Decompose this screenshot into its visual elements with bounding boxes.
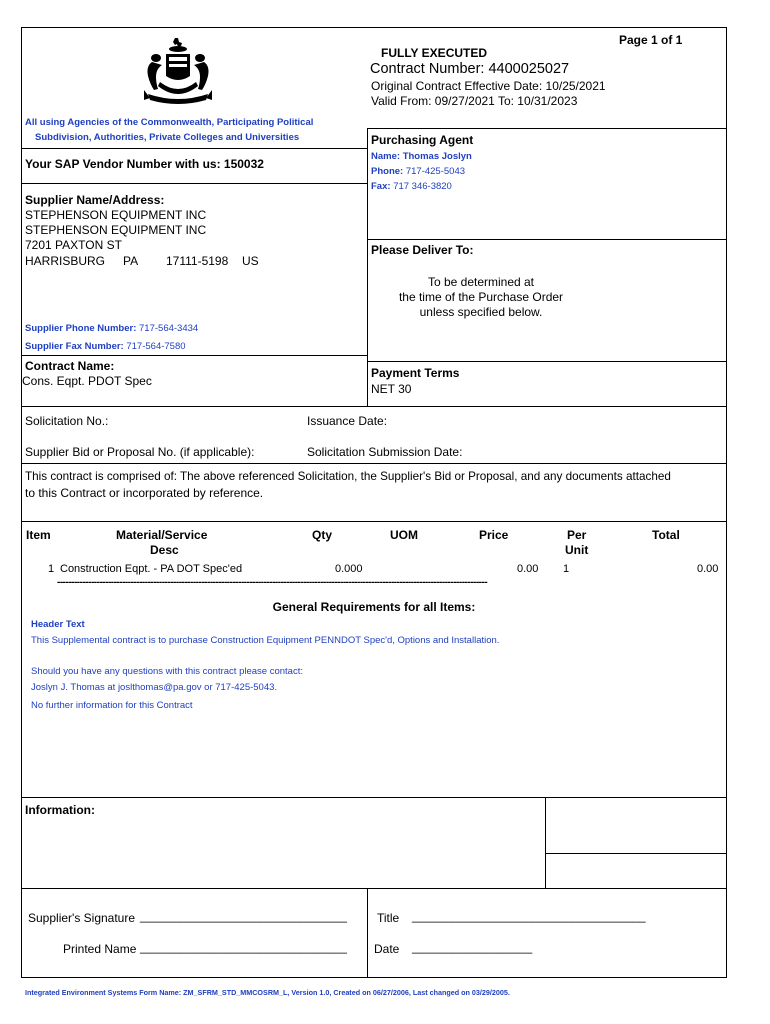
requirements-p1: This Supplemental contract is to purchase Construction Equipment PENNDOT Spec'd, Options and Installation.: [31, 635, 500, 646]
bid-proposal-no: Supplier Bid or Proposal No. (if applicable):: [25, 445, 255, 459]
title-blank: ___________________________________: [412, 909, 646, 923]
supplier-phone-label: Supplier Phone Number:: [25, 323, 137, 334]
submission-date: Solicitation Submission Date:: [307, 445, 463, 459]
supplier-zip: 17111-5198: [166, 254, 229, 268]
supplier-phone-value: 717-564-3434: [139, 323, 199, 334]
comprised-line2: to this Contract or incorporated by reference.: [25, 486, 264, 500]
supplier-fax-label: Supplier Fax Number:: [25, 341, 124, 352]
supplier-phone: [25, 323, 198, 334]
signature-label: Supplier's Signature: [28, 911, 136, 925]
frame-top: [21, 27, 727, 28]
col-desc-2: Desc: [150, 543, 179, 557]
contract-name: Cons. Eqpt. PDOT Spec: [22, 374, 152, 388]
agent-phone: [371, 166, 465, 177]
title-label: Title: [377, 911, 400, 925]
contract-number: Contract Number: 4400025027: [370, 61, 570, 77]
line-521: [21, 521, 727, 522]
agent-phone-label: Phone:: [371, 166, 404, 177]
issuance-date: Issuance Date:: [307, 414, 388, 428]
signature-divider: [367, 888, 368, 978]
signature-blank: _______________________________: [140, 909, 347, 923]
comprised-line1: This contract is comprised of: The above referenced Solicitation, the Supplier's Bid or Proposal, and any documents attached: [25, 470, 671, 483]
effective-date: Original Contract Effective Date: 10/25/2021: [371, 79, 606, 93]
table-divider: --------------------------------------------------------------------------------------------------------------------------------------------------------: [57, 577, 488, 588]
agent-name-value: Thomas Joslyn: [402, 151, 472, 162]
header-text-label: Header Text: [31, 619, 85, 630]
contract-name-label: Contract Name:: [25, 359, 115, 373]
frame-bottom: [21, 977, 727, 978]
footer-text: Integrated Environment Systems Form Name: ZM_SFRM_STD_MMCOSRM_L, Version 1.0, Created on 06/27/2006, Last changed on 03/29/2005.: [25, 988, 510, 997]
agent-name-label: Name:: [371, 151, 401, 162]
col-price: Price: [479, 528, 509, 542]
deliver-line1: To be determined at: [427, 275, 535, 289]
line-797: [21, 797, 727, 798]
printed-name-blank: _______________________________: [140, 940, 347, 954]
col-item: Item: [26, 528, 51, 542]
line-463: [21, 463, 727, 464]
line-left-148: [21, 148, 367, 149]
date-blank: __________________: [412, 940, 533, 954]
supplier-line-3: 7201 PAXTON ST: [25, 238, 122, 252]
agencies-line2: Subdivision, Authorities, Private Colleges and Universities: [35, 132, 300, 143]
supplier-heading: Supplier Name/Address:: [25, 193, 165, 207]
line-406: [21, 406, 727, 407]
solicitation-no: Solicitation No.:: [25, 414, 109, 428]
supplier-city: HARRISBURG: [25, 254, 106, 268]
info-inner-line: [545, 853, 727, 854]
requirements-heading: General Requirements for all Items:: [272, 600, 476, 614]
payment-terms: NET 30: [371, 382, 412, 396]
agent-fax-value: 717 346-3820: [393, 181, 452, 192]
supplier-country: US: [242, 254, 259, 268]
requirements-p3: Joslyn J. Thomas at joslthomas@pa.gov or 717-425-5043.: [31, 682, 278, 693]
deliver-line3: unless specified below.: [419, 305, 543, 319]
row-item: 1: [48, 563, 55, 575]
supplier-line-1: STEPHENSON EQUIPMENT INC: [25, 208, 207, 222]
line-left-183: [21, 183, 367, 184]
printed-name-label: Printed Name: [63, 942, 137, 956]
deliver-heading: Please Deliver To:: [371, 243, 474, 257]
row-desc: Construction Eqpt. - PA DOT Spec'ed: [60, 563, 243, 575]
supplier-fax-value: 717-564-7580: [126, 341, 186, 352]
date-label: Date: [374, 942, 400, 956]
sap-vendor-number: Your SAP Vendor Number with us: 150032: [25, 157, 264, 171]
deliver-line2: the time of the Purchase Order: [398, 290, 564, 304]
payment-heading: Payment Terms: [371, 366, 460, 380]
agent-heading: Purchasing Agent: [371, 133, 474, 147]
col-qty: Qty: [312, 528, 333, 542]
information-heading: Information:: [25, 803, 95, 817]
col-per-2: Unit: [565, 543, 589, 557]
page-indicator: Page 1 of 1: [619, 33, 683, 47]
commonwealth-seal-icon: [138, 36, 218, 106]
agencies-line1: All using Agencies of the Commonwealth, Participating Political: [25, 117, 314, 128]
requirements-p2: Should you have any questions with this contract please contact:: [31, 666, 303, 677]
requirements-p4: No further information for this Contract: [31, 700, 193, 711]
top-divider: [367, 128, 368, 406]
line-left-355: [21, 355, 367, 356]
line-888: [21, 888, 727, 889]
row-qty: 0.000: [335, 563, 363, 575]
row-total: 0.00: [697, 563, 719, 575]
frame-left: [21, 27, 22, 978]
line-right-361: [367, 361, 727, 362]
col-uom: UOM: [390, 528, 418, 542]
col-total: Total: [652, 528, 680, 542]
line-right-128: [367, 128, 727, 129]
supplier-fax: [25, 341, 186, 352]
line-right-239: [367, 239, 727, 240]
col-per-1: Per: [567, 528, 587, 542]
info-divider: [545, 797, 546, 888]
agent-phone-value: 717-425-5043: [405, 166, 466, 177]
row-price: 0.00: [517, 563, 539, 575]
valid-range: Valid From: 09/27/2021 To: 10/31/2023: [371, 94, 578, 108]
frame-right: [726, 27, 727, 978]
agent-name: [371, 151, 472, 162]
supplier-line-2: STEPHENSON EQUIPMENT INC: [25, 223, 207, 237]
supplier-state: PA: [123, 254, 139, 268]
status-label: FULLY EXECUTED: [381, 46, 488, 60]
agent-fax-label: Fax:: [371, 181, 391, 192]
agent-fax: [371, 181, 452, 192]
col-desc-1: Material/Service: [116, 528, 208, 542]
row-per: 1: [563, 563, 570, 575]
